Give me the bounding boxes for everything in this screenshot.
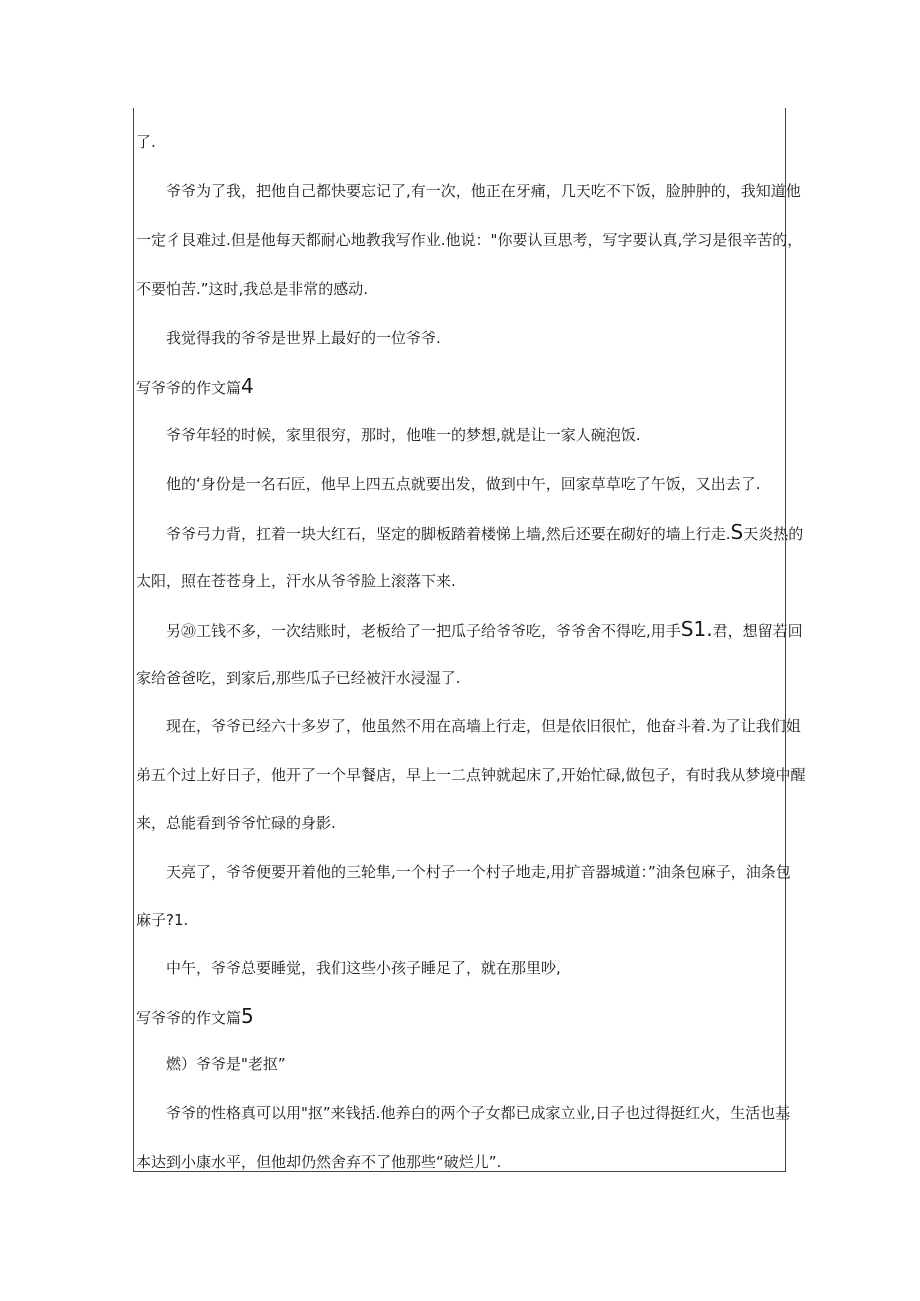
- text-line: 本达到小康水平，但他却仍然舍弃不了他那些“破烂儿”.: [136, 1153, 502, 1171]
- text-line: 太阳，照在苍苍身上，汗水从爷爷脸上滚落下来.: [136, 572, 456, 590]
- section-heading: [136, 376, 784, 398]
- text-line: 来，总能看到爷爷忙碌的身影.: [136, 814, 336, 832]
- text-line: 中午，爷爷总要睡觉，我们这些小孩子睡足了，就在那里吵,: [166, 959, 561, 977]
- section-heading-text: 写爷爷的作文篇: [136, 1009, 242, 1027]
- section-heading-number: 4: [241, 374, 254, 398]
- text-segment: S: [730, 520, 744, 544]
- section-heading-number: 5: [241, 1004, 254, 1028]
- text-line: 家给爸爸吃，到家后,那些瓜子已经被汗水浸湿了.: [136, 669, 461, 687]
- text-line: 弟五个过上好日子，他开了一个早餐店，早上一二点钟就起床了,开始忙碌,做包子，有时我从梦境中醒: [136, 766, 806, 784]
- text-segment: S1.: [680, 617, 713, 641]
- text-line: [166, 520, 804, 544]
- text-segment: 另⑳工钱不多，一次结账时，老板给了一把瓜子给爷爷吃，爷爷舍不得吃,用手: [166, 622, 681, 640]
- text-segment: 天炎热的: [743, 525, 804, 543]
- text-line: 一定彳艮难过.但是他每天都耐心地教我写作业.他说："你要认亘思考，写字要认真,学习是很辛苦的，: [136, 231, 803, 249]
- text-line: [166, 617, 803, 641]
- text-segment: 爷爷弓力背，扛着一块大红石，坚定的脚板踏着楼悌上墙,然后还要在砌好的墙上行走.: [166, 525, 731, 543]
- text-line: 燃）爷爷是"老抠”: [166, 1055, 286, 1073]
- text-line: 我觉得我的爷爷是世界上最好的一位爷爷.: [166, 329, 441, 347]
- text-line: 不要怕苦.”这时,我总是非常的感动.: [136, 280, 369, 298]
- text-segment: 君，想留若回: [712, 622, 803, 640]
- text-line: 了.: [136, 133, 156, 151]
- text-line: 爷爷为了我，把他自己都快要忘记了,有一次，他正在牙痛，几天吃不下饭，脸肿肿的，我知道他: [166, 182, 801, 200]
- section-heading-text: 写爷爷的作文篇: [136, 379, 242, 397]
- text-line: 天亮了，爷爷便要开着他的三轮隼,一个村子一个村子地走,用扩音器城道：”油条包麻子，油条包: [166, 863, 791, 881]
- text-line: 现在，爷爷已经六十多岁了，他虽然不用在高墙上行走，但是依旧很忙，他奋斗着.为了让我们姐: [166, 717, 801, 735]
- text-line: 爷爷的性格真可以用"抠”来钱括.他养白的两个子女都已成家立业,日子也过得挺红火，生活也基: [166, 1104, 791, 1122]
- text-line: 他的‘身份是一名石匠，他早上四五点就要出发，做到中午，回家草草吃了午饭，又出去了.: [166, 475, 761, 493]
- text-line: 爷爷年轻的时候，家里很穷，那时，他唯一的梦想,就是让一家人碗泡饭.: [166, 426, 641, 444]
- text-line: 麻子?1.: [136, 911, 189, 929]
- section-heading: [136, 1006, 784, 1028]
